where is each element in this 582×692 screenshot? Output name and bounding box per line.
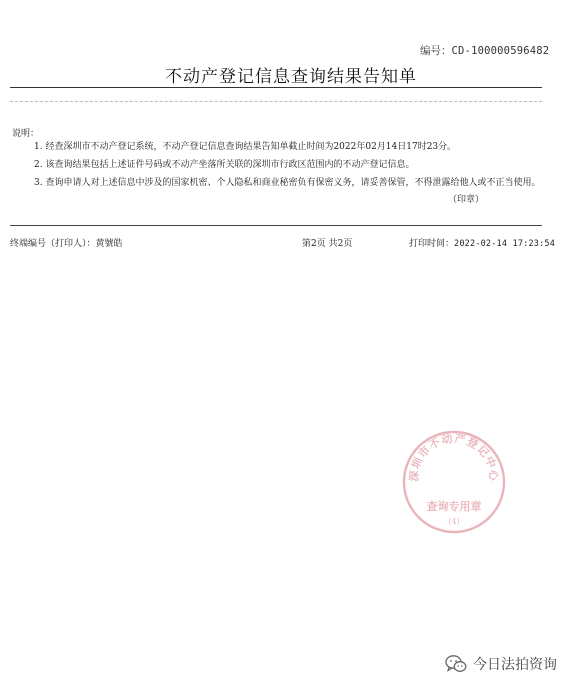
note-item: 2. 该查询结果包括上述证件号码或不动产坐落所关联的深圳市行政区范围内的不动产登记信息。	[34, 160, 415, 170]
print-time-value: 2022-02-14 17:23:54	[454, 239, 556, 249]
document-title: 不动产登记信息查询结果告知单	[165, 67, 417, 87]
terminal-label: 终端编号（打印人）：	[10, 239, 96, 249]
note-item: 1. 经查深圳市不动产登记系统，不动产登记信息查询结果告知单截止时间为2022年02月14日17时23分。	[34, 142, 457, 152]
page-info: 第2页 共2页	[302, 239, 353, 249]
terminal-value: 黄號皓	[95, 239, 123, 249]
notes-heading: 说明：	[12, 129, 40, 139]
content-divider	[10, 101, 542, 102]
seal-note: （印章）	[448, 195, 485, 205]
print-time-label: 打印时间：	[409, 239, 455, 249]
svg-text:深圳市不动产登记中心	[408, 431, 502, 482]
wechat-icon	[445, 654, 467, 674]
seal-outer-text: 深圳市不动产登记中心	[407, 431, 501, 482]
document-number-label: 编号：	[420, 45, 452, 57]
footer-divider	[10, 225, 542, 226]
note-item: 3. 查询申请人对上述信息中涉及的国家机密、个人隐私和商业秘密负有保密义务，请妥善保管，不得泄露给他人或不正当使用。	[34, 178, 541, 188]
watermark	[445, 654, 557, 674]
official-seal-stamp	[400, 428, 508, 536]
document-number-value: CD-100000596482	[451, 45, 550, 57]
seal-bottom-text: (4)	[448, 517, 460, 526]
terminal-info	[10, 236, 123, 249]
seal-inner-text: 查询专用章	[426, 500, 482, 513]
title-divider	[10, 87, 542, 88]
document-number	[420, 43, 549, 58]
watermark-text: 今日法拍资询	[473, 657, 557, 673]
print-time	[409, 236, 555, 249]
